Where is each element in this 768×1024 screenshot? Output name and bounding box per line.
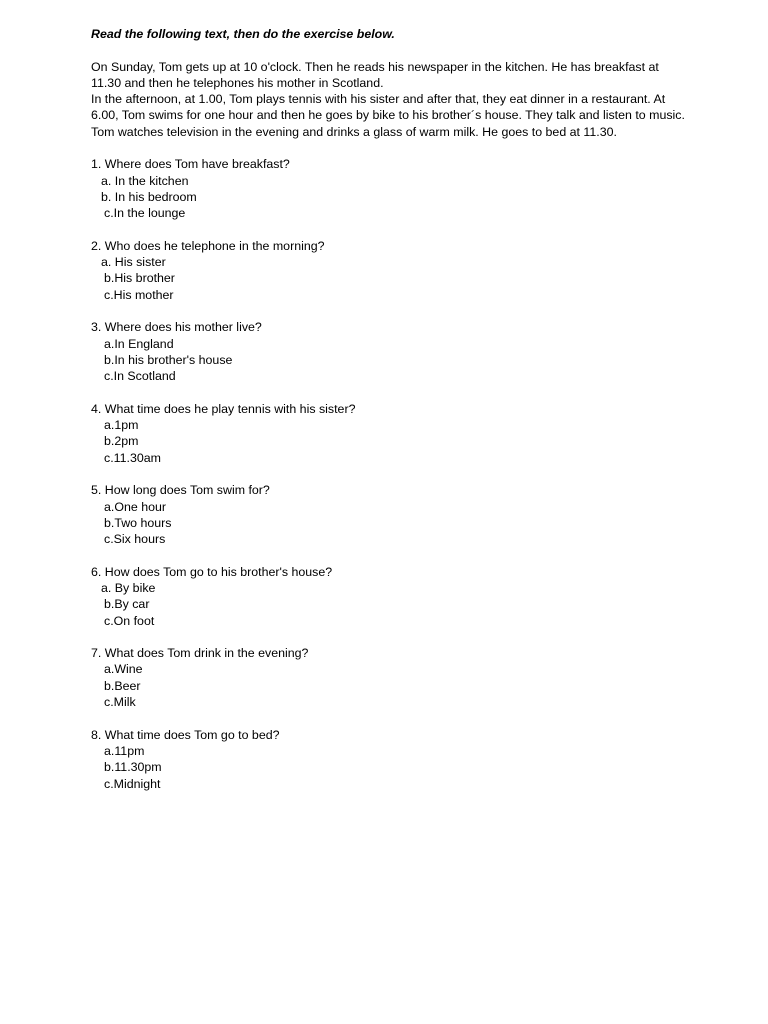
option-b: b.11.30pm	[104, 760, 162, 775]
option-a: a. In the kitchen	[101, 173, 189, 188]
option-c: c.On foot	[104, 613, 155, 628]
option-b: b.In his brother's house	[104, 352, 233, 367]
question-6	[91, 564, 691, 629]
option-b: b.His brother	[104, 271, 175, 286]
option-c: c.In Scotland	[104, 369, 176, 384]
passage-paragraph-1: On Sunday, Tom gets up at 10 o'clock. Then he reads his newspaper in the kitchen. He has breakfast at 11.30 and then he telephones his mother in Scotland.	[91, 59, 659, 90]
option-b: b.Beer	[104, 678, 141, 693]
answer-options	[91, 499, 691, 548]
question-text: 5. How long does Tom swim for?	[91, 483, 270, 498]
option-c: c.In the lounge	[104, 206, 186, 221]
question-1	[91, 156, 691, 221]
option-c: c.11.30am	[104, 450, 161, 465]
option-b: b.Two hours	[104, 515, 172, 530]
option-c: c.Six hours	[104, 532, 166, 547]
option-a: a.1pm	[104, 418, 139, 433]
question-list	[91, 156, 691, 792]
option-c: c.Midnight	[104, 776, 161, 791]
question-text: 4. What time does he play tennis with his sister?	[91, 401, 356, 416]
option-a: a.Wine	[104, 662, 143, 677]
question-text: 7. What does Tom drink in the evening?	[91, 646, 309, 661]
reading-passage	[91, 59, 691, 140]
question-text: 3. Where does his mother live?	[91, 320, 262, 335]
option-a: a.One hour	[104, 499, 166, 514]
question-text: 6. How does Tom go to his brother's house?	[91, 564, 333, 579]
option-a: a. His sister	[101, 255, 166, 270]
instruction-heading: Read the following text, then do the exercise below.	[91, 27, 395, 41]
answer-options	[91, 336, 691, 385]
option-c: c.His mother	[104, 287, 174, 302]
question-4	[91, 401, 691, 466]
question-2	[91, 238, 691, 303]
answer-options	[91, 743, 691, 792]
answer-options	[91, 661, 691, 710]
passage-paragraph-2: In the afternoon, at 1.00, Tom plays tennis with his sister and after that, they eat dinner in a restaurant. At 6.00, Tom swims for one hour and then he goes by bike to his brother´s house. They talk and listen to music.	[91, 92, 685, 123]
question-text: 8. What time does Tom go to bed?	[91, 727, 280, 742]
answer-options	[91, 580, 691, 629]
worksheet-content	[91, 26, 691, 808]
question-8	[91, 727, 691, 792]
option-a: a.In England	[104, 336, 174, 351]
question-text: 2. Who does he telephone in the morning?	[91, 238, 325, 253]
question-5	[91, 482, 691, 547]
question-3	[91, 319, 691, 384]
question-text: 1. Where does Tom have breakfast?	[91, 157, 290, 172]
passage-paragraph-3: Tom watches television in the evening and drinks a glass of warm milk. He goes to bed at 11.30.	[91, 124, 617, 139]
answer-options	[91, 254, 691, 303]
answer-options	[91, 173, 691, 222]
option-a: a.11pm	[104, 743, 145, 758]
option-a: a. By bike	[101, 581, 156, 595]
option-b: b. In his bedroom	[101, 189, 197, 204]
option-b: b.2pm	[104, 434, 139, 449]
option-b: b.By car	[104, 597, 150, 612]
option-c: c.Milk	[104, 695, 136, 710]
question-7	[91, 645, 691, 710]
answer-options	[91, 417, 691, 466]
